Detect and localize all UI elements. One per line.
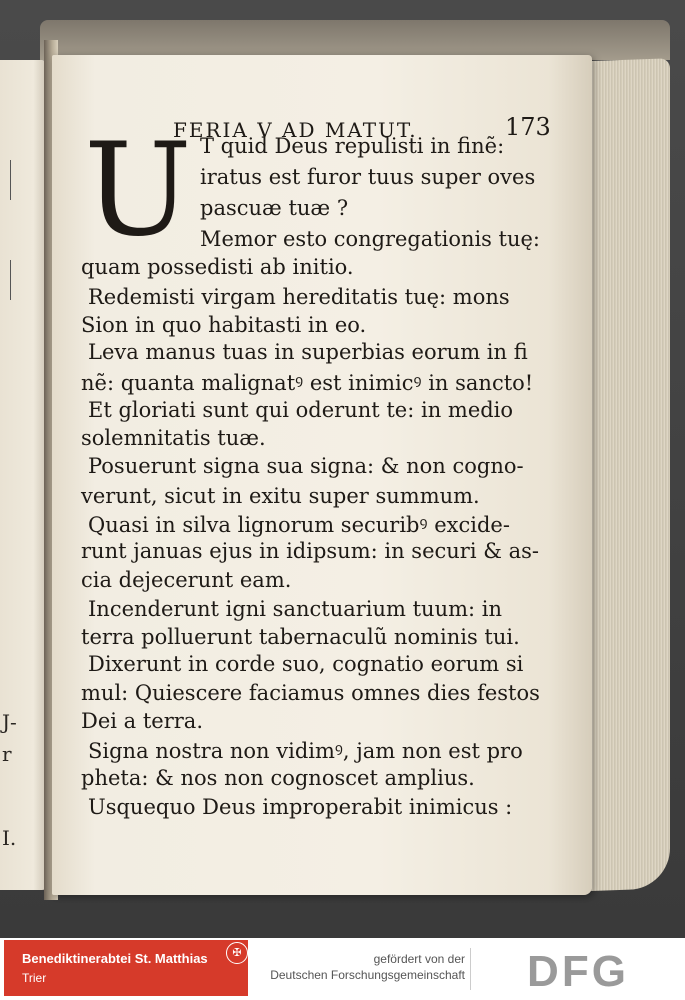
dfg-logo-icon — [478, 946, 678, 992]
text-line: iratus est furor tuus super oves — [200, 165, 536, 189]
text-line: Quasi in silva lignorum securibꝰ excide- — [88, 513, 510, 537]
funding-note: gefördert von der — [373, 952, 465, 966]
text-line: quam possedisti ab initio. — [81, 255, 354, 279]
music-staff-fragment — [0, 260, 11, 300]
text-line: T quid Deus repulisti in finẽ: — [200, 134, 505, 158]
left-page-fragment: r — [2, 742, 12, 766]
text-line: nẽ: quanta malignatꝰ est inimicꝰ in sancto! — [81, 371, 534, 395]
text-line: Sion in quo habitasti in eo. — [81, 313, 367, 337]
text-line: Dixerunt in corde suo, cognatio eorum si — [88, 652, 524, 676]
text-line: cia dejecerunt eam. — [81, 568, 292, 592]
text-line: Usquequo Deus improperabit inimicus : — [88, 795, 513, 819]
running-header: FERIA V AD MATUT. — [173, 118, 418, 142]
footer-bar — [0, 938, 685, 1000]
music-staff-fragment — [0, 160, 11, 200]
text-line: pascuæ tuæ ? — [200, 196, 349, 220]
text-line: solemnitatis tuæ. — [81, 426, 266, 450]
page-number: 173 — [505, 113, 551, 141]
text-line: Memor esto congregationis tuę: — [200, 227, 540, 251]
left-page-fragment: I. — [2, 826, 17, 850]
abbey-logo-icon: ✠ — [226, 942, 248, 964]
footer-divider — [470, 948, 471, 990]
text-line: verunt, sicut in exitu super summum. — [81, 484, 480, 508]
text-line: Leva manus tuas in superbias eorum in fi — [88, 340, 528, 364]
text-line: Signa nostra non vidimꝰ, jam non est pro — [88, 739, 523, 763]
text-line: Redemisti virgam hereditatis tuę: mons — [88, 285, 510, 309]
text-line: terra polluerunt tabernaculũ nominis tui. — [81, 625, 520, 649]
drop-capital: U — [84, 116, 192, 265]
institution-name: Benediktinerabtei St. Matthias — [22, 951, 208, 966]
institution-badge — [4, 940, 248, 996]
institution-city: Trier — [22, 971, 47, 985]
text-line: pheta: & nos non cognoscet amplius. — [81, 766, 475, 790]
text-line: runt januas ejus in idipsum: in securi & as- — [81, 539, 539, 563]
text-line: Dei a terra. — [81, 709, 203, 733]
left-page-fragment: J- — [2, 710, 17, 734]
text-line: Incenderunt igni sanctuarium tuum: in — [88, 597, 503, 621]
left-page — [0, 60, 48, 890]
funder-name: Deutschen Forschungsgemeinschaft — [270, 968, 465, 982]
book-cover — [40, 20, 670, 60]
svg-text:DFG: DFG — [527, 947, 629, 992]
text-line: mul: Quiescere faciamus omnes dies festos — [81, 681, 540, 705]
text-line: Et gloriati sunt qui oderunt te: in medio — [88, 398, 514, 422]
text-line: Posuerunt signa sua signa: & non cogno- — [88, 454, 524, 478]
